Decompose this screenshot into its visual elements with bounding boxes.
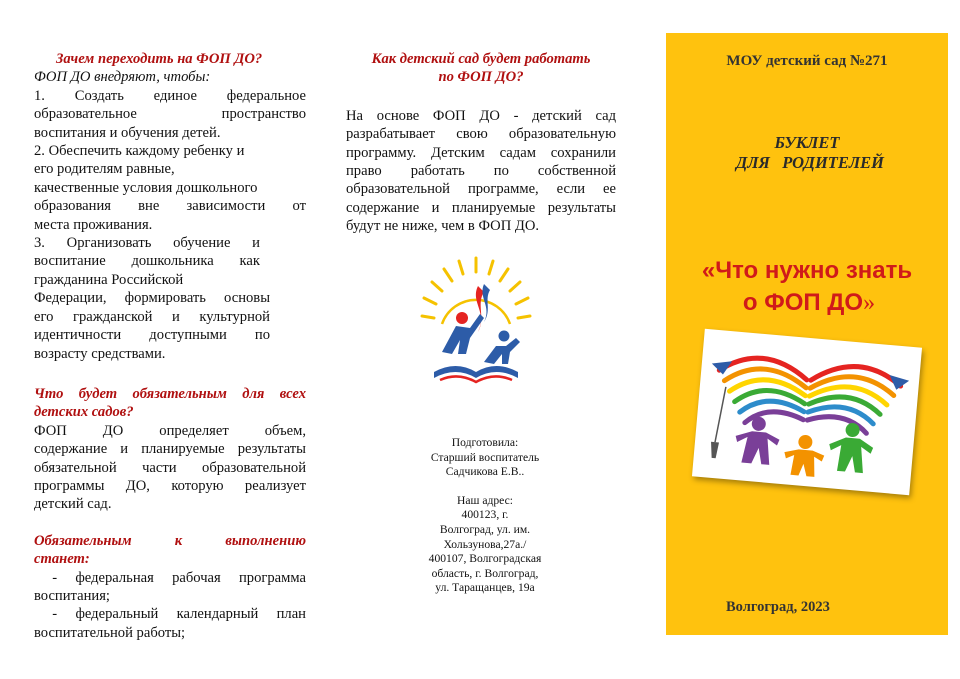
credit-line: Наш адрес: (457, 493, 513, 507)
text-line: На основе ФОП ДО - детский сад (346, 107, 616, 124)
column-left (34, 50, 306, 642)
title-quote: » (863, 290, 876, 316)
heading-line: станет: (34, 551, 90, 568)
heading-will-become (34, 532, 306, 569)
text-line: образовательное пространство (34, 106, 306, 123)
text-line: право работать по собственной (346, 163, 616, 180)
credit-line: Хользунова,27а./ (443, 537, 527, 551)
paragraph-4 (34, 422, 306, 514)
text-line: Федерации, формировать основы (34, 290, 270, 307)
text-line: - федеральный календарный план (34, 606, 306, 623)
text-line: будут не ниже, чем в ФОП ДО. (346, 218, 540, 235)
text-line: образования вне зависимости от (34, 198, 306, 215)
text-line: - федеральная рабочая программа (34, 569, 306, 586)
booklet-line: БУКЛЕТ (774, 133, 840, 152)
text-line: программы ДО, которую реализует (34, 477, 306, 494)
credit-line: область, г. Волгоград, (431, 566, 539, 580)
credit-line: Садчикова Е.В.. (445, 465, 525, 479)
school-name: МОУ детский сад №271 (726, 53, 888, 69)
text-line: его гражданской и культурной (34, 308, 270, 325)
booklet-line: ДЛЯ РОДИТЕЛЕЙ (735, 153, 885, 172)
credit-line: Старший воспитатель (430, 450, 540, 464)
city-year: Волгоград, 2023 (726, 599, 830, 615)
text-line: программу. Детским садам сохранили (346, 144, 616, 161)
text-line: места проживания. (34, 216, 153, 233)
text-line: идентичности доступными по (34, 327, 270, 344)
text-line: воспитательной работы; (34, 624, 186, 641)
heading-how-work (346, 50, 616, 87)
column-middle (346, 50, 616, 236)
text-line: 2. Обеспечить каждому ребенку и (34, 143, 245, 160)
intro-text: ФОП ДО внедряют, чтобы: (34, 69, 211, 86)
text-line: обязательной части образовательной (34, 459, 306, 476)
spacer (34, 363, 306, 385)
heading-line: по ФОП ДО? (438, 69, 524, 86)
title-line (666, 287, 948, 319)
title-text: о ФОП ДО (742, 289, 864, 316)
heading-line: детских садов? (34, 404, 134, 421)
spacer (34, 514, 306, 532)
spacer (346, 87, 616, 107)
text-line: 3. Организовать обучение и (34, 235, 260, 252)
text-line: его родителям равные, (34, 161, 175, 178)
credits-address (410, 436, 560, 596)
heading-line: Как детский сад будет работать (371, 51, 591, 67)
heading-why-switch: Зачем переходить на ФОП ДО? (56, 51, 263, 67)
text-line: воспитание дошкольника как (34, 253, 260, 270)
spacer (410, 480, 560, 494)
text-line: детский сад. (34, 496, 112, 513)
text-line: образовательной программе, если ее (346, 181, 616, 198)
heading-line: Обязательным к выполнению (34, 532, 306, 549)
heading-mandatory (34, 385, 306, 422)
text-line: разрабатывает свою образовательную (346, 126, 616, 143)
book-children-picture (692, 329, 922, 495)
book-children-icon (692, 329, 922, 495)
paragraph-3 (34, 234, 306, 363)
paragraph-program (346, 107, 616, 236)
text-line: гражданина Российской (34, 271, 184, 288)
paragraph-2 (34, 142, 306, 234)
text-line: ФОП ДО определяет объем, (34, 422, 306, 439)
bullet-2 (34, 605, 306, 642)
credit-line: Волгоград, ул. им. (439, 522, 531, 536)
credit-line: 400107, Волгоградская (428, 552, 542, 566)
title-line: «Что нужно знать (701, 257, 913, 284)
text-line: 1. Создать единое федеральное (34, 87, 306, 104)
credit-line: 400123, г. (461, 508, 509, 522)
heading-line: Что будет обязательным для всех (34, 385, 306, 402)
booklet-label (666, 133, 948, 173)
text-line: воспитания и обучения детей. (34, 124, 221, 141)
text-line: воспитания; (34, 587, 110, 604)
credit-line: ул. Таращанцев, 19а (435, 581, 535, 595)
education-logo-icon (412, 254, 542, 394)
bullet-1 (34, 569, 306, 606)
cover-title (666, 255, 948, 319)
paragraph-1 (34, 87, 306, 142)
text-line: качественные условия дошкольного (34, 179, 258, 196)
text-line: содержание и планируемые результаты (346, 199, 616, 216)
credit-line: Подготовила: (451, 436, 519, 449)
text-line: содержание и планируемые результаты (34, 441, 306, 458)
text-line: возрасту средствами. (34, 345, 166, 362)
